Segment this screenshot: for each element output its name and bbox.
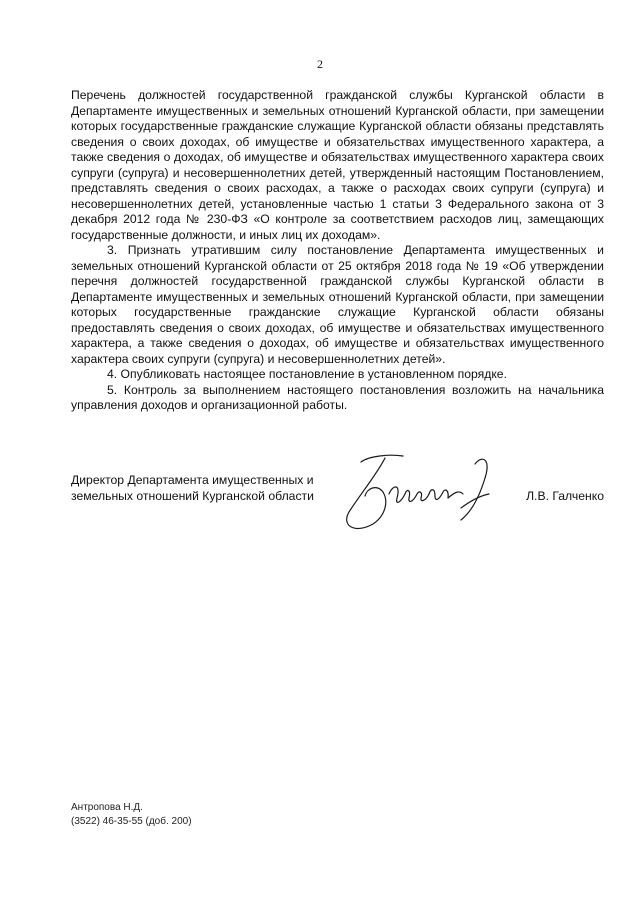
- handwritten-signature: [333, 450, 498, 540]
- signatory-name: Л.В. Галченко: [526, 489, 604, 503]
- executor-phone: (3522) 46-35-55 (доб. 200): [71, 816, 192, 827]
- signatory-title: [71, 472, 341, 504]
- signatory-title-line-2: земельных отношений Курганской области: [71, 489, 314, 503]
- paragraph-list-description: Перечень должностей государственной гражданской службы Курганской области в Департаменте имущественных и земельных отношений Курганской области, при замещении которых государственные гражданские служащие Курганской области обязаны представлять сведения о своих доходах, об имуществе и обязательствах имущественного характера, а также сведения о доходах, об имуществе и обязательствах имущественного характера своих супруги (супруга) и несовершеннолетних детей, утвержденный настоящим Постановлением, представлять сведения о своих расходах, а также о расходах своих супруги (супруга) и несовершеннолетних детей, установленные частью 1 статьи 3 Федерального закона от 3 декабря 2012 года № 230-ФЗ «О контроле за соответствием расходов лиц, замещающих государственные должности, и иных лиц их доходам».: [71, 88, 604, 242]
- signatory-title-line-1: Директор Департамента имущественных и: [71, 473, 314, 487]
- paragraph-4-publish: 4. Опубликовать настоящее постановление в установленном порядке.: [107, 367, 507, 381]
- page-number: 2: [317, 57, 323, 71]
- paragraph-3-repeal: 3. Признать утратившим силу постановление Департамента имущественных и земельных отношений Курганской области от 25 октября 2018 года № 19 «Об утверждении перечня должностей государственной гражданской службы Курганской области в Департаменте имущественных и земельных отношений Курганской области, при замещении которых государственные гражданские служащие Курганской области обязаны предоставлять сведения о своих доходах, об имуществе и обязательствах имущественного характера, а также сведения о доходах, об имуществе и обязательствах имущественного характера своих супруги (супруга) и несовершеннолетних детей».: [71, 243, 604, 366]
- paragraph-5-control: 5. Контроль за выполнением настоящего постановления возложить на начальника управления доходов и организационной работы.: [71, 382, 604, 412]
- document-body: [71, 88, 604, 414]
- executor-name: Антропова Н.Д.: [71, 802, 143, 813]
- signature-block: [71, 470, 604, 540]
- executor-footer: [71, 801, 192, 829]
